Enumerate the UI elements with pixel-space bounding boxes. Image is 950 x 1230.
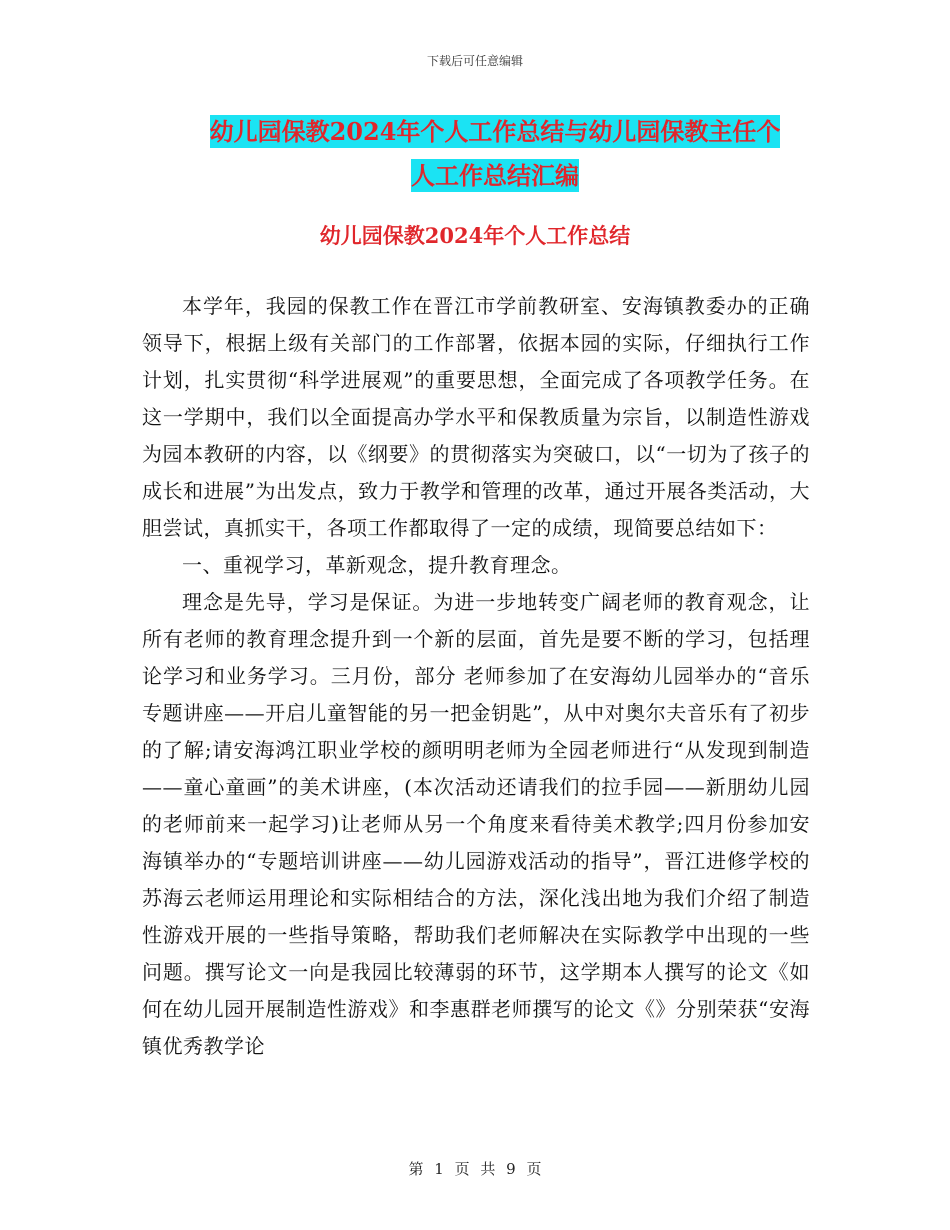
page-number: 第 1 页 共 9 页 (408, 1160, 542, 1178)
document-title-line-2: 人工作总结汇编 (411, 161, 579, 190)
section-title: 幼儿园保教2024年个人工作总结 (319, 223, 631, 248)
paragraph-heading-1: 一、重视学习，革新观念，提升教育理念。 (182, 553, 572, 577)
document-title-line-1: 幼儿园保教2024年个人工作总结与幼儿园保教主任个 (209, 117, 781, 146)
header-note: 下载后可任意编辑 (426, 54, 523, 68)
document-title (150, 110, 840, 198)
document-body (142, 288, 810, 1065)
paragraph-intro: 本学年，我园的保教工作在晋江市学前教研室、安海镇教委办的正确领导下，根据上级有关部门的工作部署，依据本园的实际，仔细执行工作计划，扎实贯彻“科学进展观”的重要思想，全面完成了各项教学任务。在这一学期中，我们以全面提高办学水平和保教质量为宗旨，以制造性游戏为园本教研的内容，以《纲要》的贯彻落实为突破口，以“一切为了孩子的成长和进展”为出发点，致力于教学和管理的改革，通过开展各类活动，大胆尝试，真抓实干，各项工作都取得了一定的成绩，现简要总结如下： (142, 294, 810, 540)
paragraph-learning: 理念是先导，学习是保证。为进一步地转变广阔老师的教育观念，让所有老师的教育理念提升到一个新的层面，首先是要不断的学习，包括理论学习和业务学习。三月份，部分 老师参加了在安海幼儿园举办的“音乐专题讲座——开启儿童智能的另一把金钥匙”，从中对奥尔夫音乐有了初步的了解;请安海鸿江职业学校的颜明明老师为全园老师进行“从发现到制造——童心童画”的美术讲座，(本次活动还请我们的拉手园——新朋幼儿园的老师前来一起学习)让老师从另一个角度来看待美术教学;四月份参加安海镇举办的“专题培训讲座——幼儿园游戏活动的指导”，晋江进修学校的苏海云老师运用理论和实际相结合的方法，深化浅出地为我们介绍了制造性游戏开展的一些指导策略，帮助我们老师解决在实际教学中出现的一些问题。撰写论文一向是我园比较薄弱的环节，这学期本人撰写的论文《如何在幼儿园开展制造性游戏》和李惠群老师撰写的论文《》分别荣获“安海镇优秀教学论 (142, 590, 810, 1058)
